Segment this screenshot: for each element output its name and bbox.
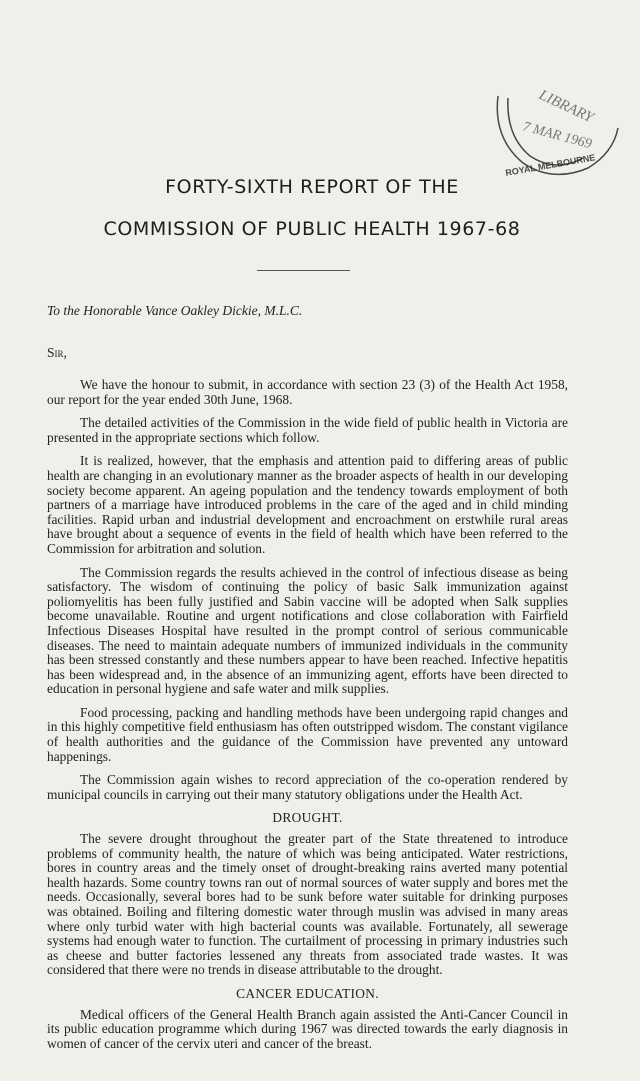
paragraph: We have the honour to submit, in accordance with section 23 (3) of the Health Act 1958, our report for the year ended 30th June, 1968. — [47, 377, 568, 407]
svg-text:ROYAL MELBOURNE: ROYAL MELBOURNE — [504, 152, 596, 178]
library-stamp — [478, 58, 628, 188]
report-title-line1: FORTY-SIXTH REPORT OF THE — [165, 176, 459, 198]
report-body — [47, 378, 568, 1060]
salutation: Sir, — [47, 345, 67, 360]
paragraph: The Commission regards the results achieved in the control of infectious disease as being satisfactory. The wisdom of continuing the policy of basic Salk immunization against poliomyelitis has been fully justified and Sabin vaccine will be adopted when Salk supplies become unavailable. Routine and urgent notifications and close collaboration with Fairfield Infectious Diseases Hospital have resulted in the prompt control of serious communicable diseases. The need to maintain adequate numbers of immunized individuals in the community has been stressed constantly and these numbers appear to have been reached. Infective hepatitis has been widespread and, in the absence of an immunizing agent, efforts have been directed to education in personal hygiene and safe water and milk supplies. — [47, 564, 568, 697]
paragraph-cancer: Medical officers of the General Health Branch again assisted the Anti-Cancer Council in its public education programme which during 1967 was directed towards the early diagnosis in women of cancer of the cervix uteri and cancer of the breast. — [47, 1006, 568, 1051]
paragraph-drought: The severe drought throughout the greater part of the State threatened to introduce problems of community health, the nature of which was being anticipated. Water restrictions, bores in country areas and the timely onset of drought-breaking rains averted many potential health hazards. Some country towns ran out of normal sources of water supply and bores met the needs. Occasionally, several bores had to be sunk before water suitable for drinking purposes was obtained. Boiling and filtering domestic water through muslin was advised in many areas where only turbid water with high bacterial counts was available. Fortunately, all sewerage systems had enough water to function. The curtailment of processing in primary industries such as cheese and butter factories lessened any threats from associated trade wastes. It was considered that there were no trends in disease attributable to the drought. — [47, 831, 568, 978]
title-divider — [257, 270, 350, 271]
svg-text:7 MAR 1969: 7 MAR 1969 — [520, 119, 594, 153]
paragraph: It is realized, however, that the emphasis and attention paid to differing areas of public health are changing in an evolutionary manner as the broader aspects of health in our developing society become apparent. An ageing population and the tendency towards employment of both partners of a marriage have introduced problems in the care of the aged and in child minding facilities. Rapid urban and industrial development and encroachment on erstwhile rural areas have brought about a sequence of events in the field of health which have been referred to the Commission for arbitration and solution. — [47, 453, 568, 556]
section-heading-cancer: CANCER EDUCATION. — [236, 985, 379, 1001]
paragraph: The Commission again wishes to record appreciation of the co-operation rendered by municipal councils in carrying out their many statutory obligations under the Health Act. — [47, 772, 568, 802]
svg-text:LIBRARY: LIBRARY — [536, 87, 596, 127]
addressee: To the Honorable Vance Oakley Dickie, M.L.C. — [47, 303, 303, 318]
paragraph: The detailed activities of the Commission in the wide field of public health in Victoria are presented in the appropriate sections which follow. — [47, 415, 568, 445]
report-title-line2: COMMISSION OF PUBLIC HEALTH 1967-68 — [103, 218, 521, 240]
paragraph: Food processing, packing and handling methods have been undergoing rapid changes and in this highly competitive field enthusiasm has often outstripped wisdom. The constant vigilance of health authorities and the guidance of the Commission have prevented any untoward happenings. — [47, 704, 568, 764]
section-heading-drought: DROUGHT. — [272, 810, 343, 826]
